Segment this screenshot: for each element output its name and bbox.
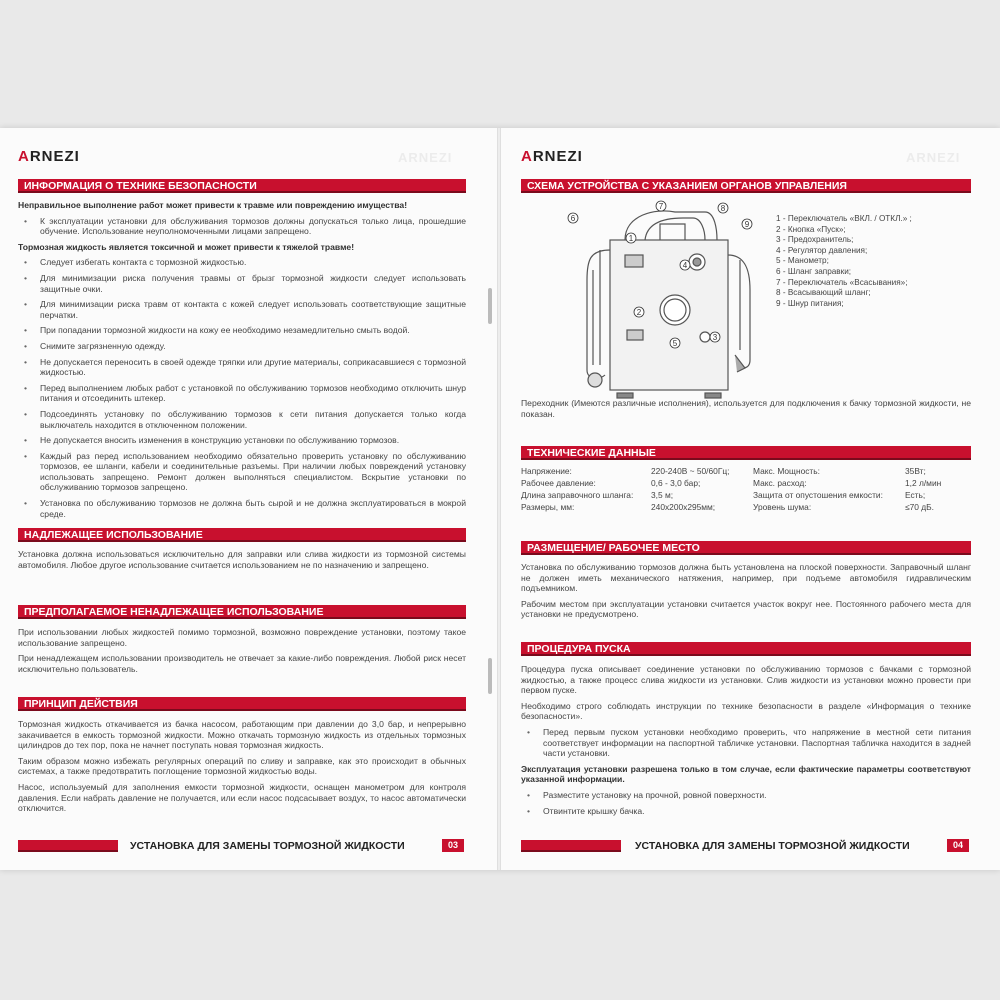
callout-3 xyxy=(710,332,720,342)
spec-value: 240x200x295мм; xyxy=(651,502,716,512)
callout-9 xyxy=(742,219,752,229)
paragraph: Установка должна использоваться исключительно для заправки или слива жидкости из тормозной системы автомобиля. Любое другое использование считается использованием не по назначению и запрещено. xyxy=(18,549,466,570)
list-item: • Подсоединять установку по обслуживанию тормозов к сети питания допускается только когда выключатель находится в отключенном положении. xyxy=(18,409,466,430)
page-number: 03 xyxy=(442,839,464,852)
footer-title: УСТАНОВКА ДЛЯ ЗАМЕНЫ ТОРМОЗНОЙ ЖИДКОСТИ xyxy=(130,840,405,852)
legend-item: 2 - Кнопка «Пуск»; xyxy=(776,224,846,234)
list-item: • Отвинтите крышку бачка. xyxy=(521,806,971,817)
spec-label: Рабочее давление: xyxy=(521,478,596,488)
paragraph: Переходник (Имеются различные исполнения), используется для подключения к бачку тормозной жидкости, не показан. xyxy=(521,398,971,419)
svg-text:3: 3 xyxy=(712,333,718,342)
list-item: • При попадании тормозной жидкости на кожу ее необходимо незамедлительно смыть водой. xyxy=(18,325,466,336)
list-item: • Не допускается переносить в своей одежде тряпки или другие материалы, соприкасавшиеся с тормозной жидкостью. xyxy=(18,357,466,378)
legend-item: 1 - Переключатель «ВКЛ. / ОТКЛ.» ; xyxy=(776,214,912,223)
paragraph: Необходимо строго соблюдать инструкции по технике безопасности в разделе «Информация о технике безопасности». xyxy=(521,700,971,722)
section-title-tech-data: ТЕХНИЧЕСКИЕ ДАННЫЕ xyxy=(521,446,971,460)
list-item: • Для минимизации риска получения травмы от брызг тормозной жидкости следует использовать защитные очки. xyxy=(18,273,466,294)
brand-logo: ARNEZI xyxy=(18,148,80,165)
spec-row xyxy=(521,502,971,514)
safety-list-1 xyxy=(18,216,466,237)
svg-text:6: 6 xyxy=(570,214,576,223)
legend-item: 6 - Шланг заправки; xyxy=(776,266,852,276)
spec-label: Напряжение: xyxy=(521,466,572,476)
staple xyxy=(488,658,492,694)
list-item: • Каждый раз перед использованием необходимо обязательно проверить установку по обслуживанию тормозов, ее шланги, кабели и соединительные разъемы. При наличии любых повреждений установку использовать запрещено. Ремонт должен выполняться специалистом. Вскрытие установки по обслуживанию тормозов запрещено. xyxy=(18,451,466,493)
manual-spread xyxy=(0,128,1000,870)
spec-value: 3,5 м; xyxy=(651,490,674,500)
list-item: • Перед выполнением любых работ с установкой по обслуживанию тормозов необходимо отключить шнур питания и отсоединить штекер. xyxy=(18,383,466,404)
callout-5 xyxy=(670,338,680,348)
safety-body xyxy=(18,200,466,524)
spec-label: Уровень шума: xyxy=(753,502,812,512)
list-item: • Для минимизации риска травм от контакта с кожей следует использовать соответствующие защитные перчатки. xyxy=(18,299,466,320)
tech-data-table xyxy=(521,466,971,514)
safety-warning-1: Неправильное выполнение работ может привести к травме или повреждению имущества! xyxy=(18,200,408,210)
callout-7 xyxy=(656,201,666,211)
paragraph: Процедура пуска описывает соединение установки по обслуживанию тормозов с бачками с тормозной жидкостью, а также процесс слива жидкости из установки. Слив жидкости из установки можно провести при первом пуске. xyxy=(521,664,971,696)
svg-text:2: 2 xyxy=(636,308,642,317)
brand-rest: RNEZI xyxy=(29,148,80,165)
device-diagram xyxy=(565,200,775,400)
footer-bar xyxy=(521,840,621,852)
list-item: • Снимите загрязненную одежду. xyxy=(18,341,466,352)
svg-text:5: 5 xyxy=(672,339,678,348)
svg-text:8: 8 xyxy=(720,204,726,213)
spec-value: 1,2 л/мин xyxy=(905,478,942,488)
spec-label: Длина заправочного шланга: xyxy=(521,490,634,500)
section-title-proper-use: НАДЛЕЖАЩЕЕ ИСПОЛЬЗОВАНИЕ xyxy=(18,528,466,542)
startup-warning: Эксплуатация установки разрешена только в том случае, если фактические параметры соответствуют указанной информации. xyxy=(521,763,971,785)
svg-text:4: 4 xyxy=(682,261,688,270)
paragraph: Установка по обслуживанию тормозов должна быть установлена на плоской поверхности. Заправочный шланг не должен иметь механического натяжения, например, при подъеме автомобиля гидравлическим подъемником. xyxy=(521,562,971,594)
section-title-startup: ПРОЦЕДУРА ПУСКА xyxy=(521,642,971,656)
callout-1 xyxy=(626,233,636,243)
spec-row xyxy=(521,490,971,502)
footer-bar xyxy=(18,840,118,852)
startup-body xyxy=(521,664,971,821)
section-title-placement: РАЗМЕЩЕНИЕ/ РАБОЧЕЕ МЕСТО xyxy=(521,541,971,555)
spec-row xyxy=(521,478,971,490)
svg-text:1: 1 xyxy=(628,234,634,243)
page-left xyxy=(0,128,497,870)
list-item: • Перед первым пуском установки необходимо проверить, что напряжение в местной сети питания соответствует информации на паспортной табличке установки. Паспортная табличка находится в задней части установки. xyxy=(521,727,971,759)
svg-text:9: 9 xyxy=(744,220,750,229)
safety-list-2 xyxy=(18,257,466,519)
proper-use-body xyxy=(18,549,466,575)
spec-label: Макс. расход: xyxy=(753,478,807,488)
paragraph: Таким образом можно избежать регулярных операций по сливу и заправке, как это происходит в обычных системах, а также предотвратить поглощение тормозной жидкостью воды. xyxy=(18,755,466,777)
paragraph: При ненадлежащем использовании производитель не отвечает за какие-либо повреждения. Любой риск несет исключительно пользователь. xyxy=(18,653,466,674)
callout-2 xyxy=(634,307,644,317)
startup-list-1 xyxy=(521,727,971,759)
legend-item: 8 - Всасывающий шланг; xyxy=(776,288,871,298)
section-title-improper-use: ПРЕДПОЛАГАЕМОЕ НЕНАДЛЕЖАЩЕЕ ИСПОЛЬЗОВАНИЕ xyxy=(18,605,466,619)
diagram-legend xyxy=(776,214,912,309)
spec-value: Есть; xyxy=(905,490,926,500)
legend-item: 5 - Манометр; xyxy=(776,256,829,266)
spec-label: Защита от опустошения емкости: xyxy=(753,490,883,500)
ghost-watermark: ARNEZI xyxy=(906,150,961,165)
page-footer-left xyxy=(18,838,466,854)
paragraph: Тормозная жидкость откачивается из бачка насосом, работающим при давлении до 3,0 бар, и непрерывно закачивается в емкость тормозной жидкости. Можно откачать тормозную жидкость из отдельных тормозных цилиндров до тех пор, пока не начнет поступать новая тормозная жидкость. xyxy=(18,719,466,751)
list-item: • Установка по обслуживанию тормозов не должна быть сырой и не должна эксплуатироваться в мокрой среде. xyxy=(18,498,466,519)
spec-value: 220-240В ~ 50/60Гц; xyxy=(651,466,730,476)
footer-title: УСТАНОВКА ДЛЯ ЗАМЕНЫ ТОРМОЗНОЙ ЖИДКОСТИ xyxy=(635,840,910,852)
spec-row xyxy=(521,466,971,478)
spec-value: 35Вт; xyxy=(905,466,926,476)
legend-item: 9 - Шнур питания; xyxy=(776,298,844,308)
list-item: • Не допускается вносить изменения в конструкцию установки по обслуживанию тормозов. xyxy=(18,435,466,446)
startup-list-2 xyxy=(521,790,971,816)
staple xyxy=(488,288,492,324)
section-title-safety: ИНФОРМАЦИЯ О ТЕХНИКЕ БЕЗОПАСНОСТИ xyxy=(18,179,466,193)
section-title-principle: ПРИНЦИП ДЕЙСТВИЯ xyxy=(18,697,466,711)
improper-use-body xyxy=(18,627,466,679)
paragraph: При использовании любых жидкостей помимо тормозной, возможно повреждение установки, поэтому такое использование запрещено. xyxy=(18,627,466,648)
page-right xyxy=(501,128,1000,870)
adapter-note xyxy=(521,398,971,424)
callout-6 xyxy=(568,213,578,223)
paragraph: Рабочим местом при эксплуатации установки считается участок вокруг нее. Постоянного рабочего места для установки не предусмотрено. xyxy=(521,598,971,620)
callout-8 xyxy=(718,203,728,213)
spec-value: 0,6 - 3,0 бар; xyxy=(651,478,701,488)
principle-body xyxy=(18,719,466,819)
ghost-watermark: ARNEZI xyxy=(398,150,453,165)
legend-item: 7 - Переключатель «Всасывания»; xyxy=(776,277,908,287)
spec-value: ≤70 дБ. xyxy=(905,502,934,512)
spec-label: Размеры, мм: xyxy=(521,502,575,512)
legend-item: 3 - Предохранитель; xyxy=(776,235,854,245)
page-footer-right xyxy=(521,838,971,854)
page-number: 04 xyxy=(947,839,969,852)
section-title-scheme: СХЕМА УСТРОЙСТВА С УКАЗАНИЕМ ОРГАНОВ УПРАВЛЕНИЯ xyxy=(521,179,971,193)
legend-item: 4 - Регулятор давления; xyxy=(776,245,868,255)
placement-body xyxy=(521,562,971,625)
list-item: • К эксплуатации установки для обслуживания тормозов должны допускаться только лица, прошедшие обучение. Использование неуполномоченными лицами запрещено. xyxy=(18,216,466,237)
paragraph: Насос, используемый для заполнения емкости тормозной жидкости, оснащен манометром для контроля давления. Если набрать давление не получается, или если насос подсасывает воздух, то насос автоматически отключится. xyxy=(18,781,466,814)
safety-warning-2: Тормозная жидкость является токсичной и может привести к тяжелой травме! xyxy=(18,241,355,252)
svg-text:7: 7 xyxy=(658,202,664,211)
list-item: • Следует избегать контакта с тормозной жидкостью. xyxy=(18,257,466,268)
callout-4 xyxy=(680,260,690,270)
list-item: • Разместите установку на прочной, ровной поверхности. xyxy=(521,790,971,801)
brand-logo: ARNEZI xyxy=(521,148,583,165)
spec-label: Макс. Мощность: xyxy=(753,466,820,476)
